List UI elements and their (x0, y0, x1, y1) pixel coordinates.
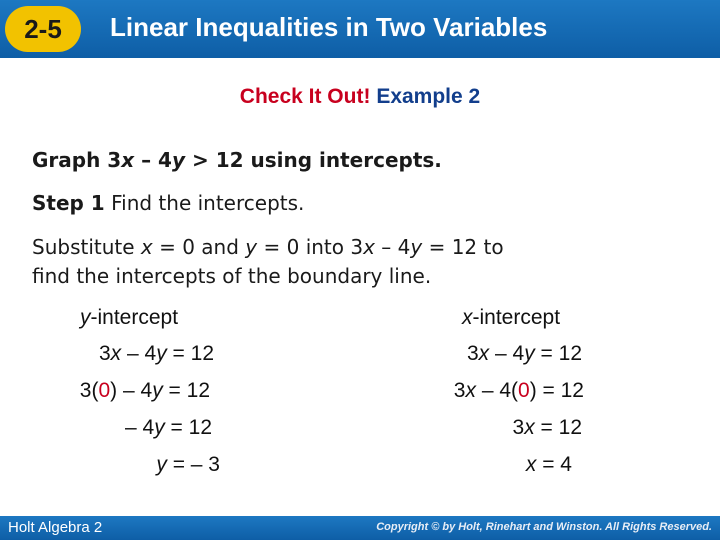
example-heading (0, 85, 720, 109)
step-1: Step 1 Find the intercepts. (32, 191, 305, 215)
y-intercept-heading: y-intercept (80, 306, 179, 329)
lesson-title: Linear Inequalities in Two Variables (110, 12, 548, 42)
check-it-out-label: Check It Out! (239, 85, 371, 108)
y-intercept-step-2: 3(0) – 4y = 12 (79, 379, 210, 402)
x-intercept-step-1: 3x – 4y = 12 (466, 342, 582, 365)
y-intercept-step-1: 3x – 4y = 12 (98, 342, 214, 365)
footer-course-name: Holt Algebra 2 (8, 519, 103, 536)
problem-statement: Graph 3x – 4y > 12 using intercepts. (32, 148, 442, 172)
x-intercept-heading: x-intercept (462, 306, 561, 329)
example-label: Example 2 (376, 85, 481, 108)
step-label: Step 1 (32, 191, 105, 215)
footer-copyright: Copyright © by Holt, Rinehart and Winston. All Rights Reserved. (376, 521, 712, 533)
lesson-badge: 2-5 (5, 6, 81, 52)
substitute-instruction-line-2: find the intercepts of the boundary line. (32, 264, 432, 288)
x-intercept-step-2: 3x – 4(0) = 12 (453, 379, 584, 402)
footer-bar (0, 516, 720, 540)
x-intercept-step-3: 3x = 12 (512, 416, 582, 439)
substitute-instruction-line-1: Substitute x = 0 and y = 0 into 3x – 4y = 12 to (32, 235, 504, 259)
y-intercept-step-3: – 4y = 12 (125, 416, 212, 439)
x-intercept-result: x = 4 (525, 453, 572, 476)
y-intercept-result: y = – 3 (156, 453, 220, 476)
header-bar (0, 0, 720, 58)
